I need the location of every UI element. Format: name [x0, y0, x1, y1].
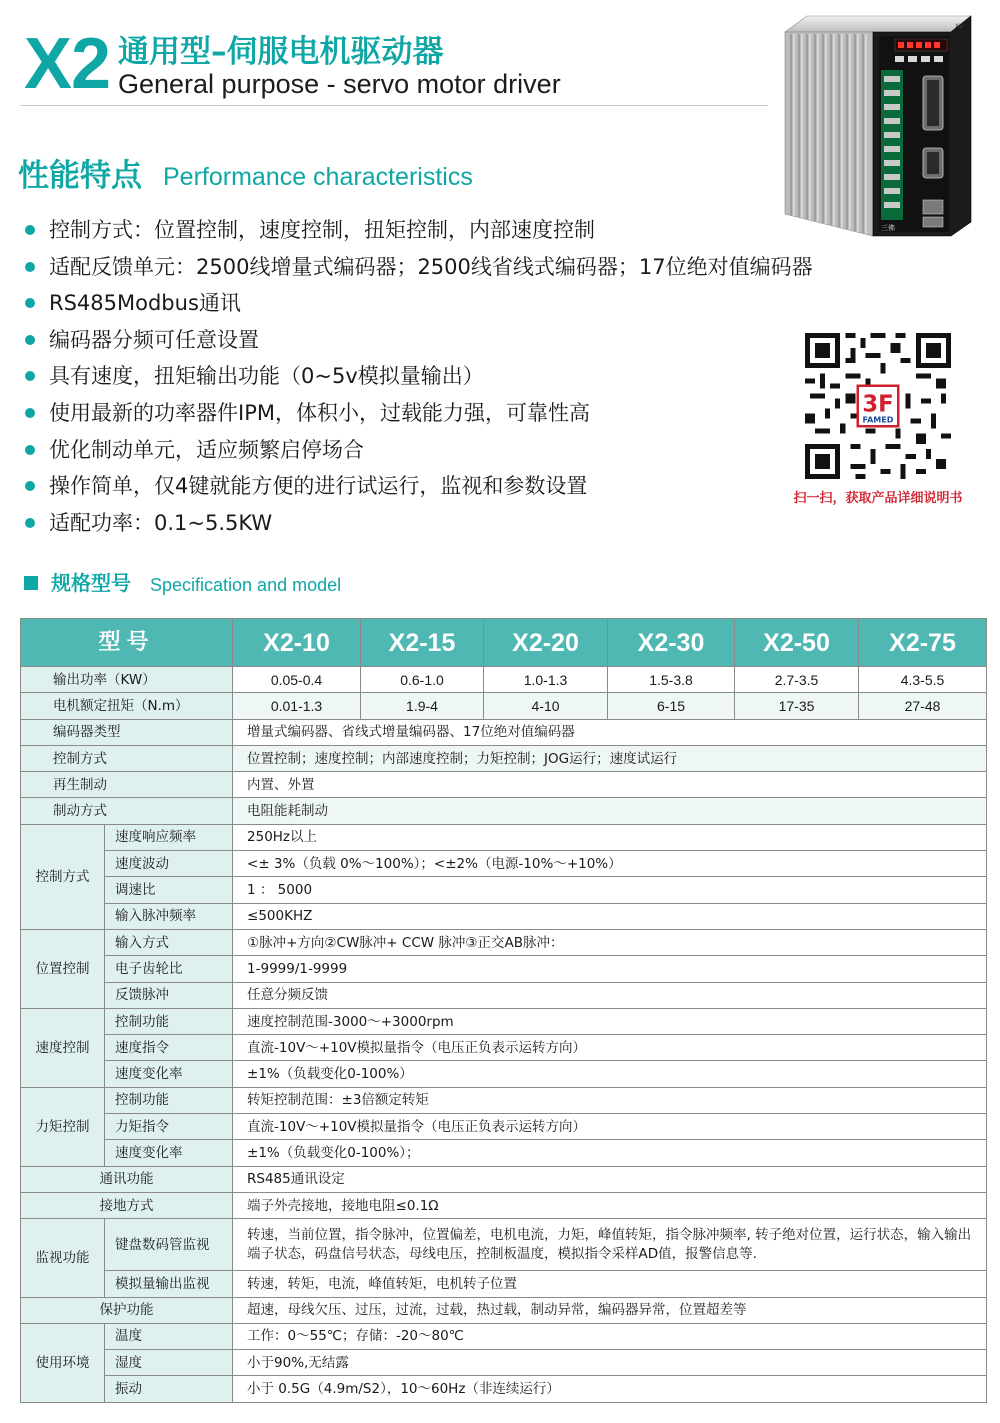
sub-label: 反馈脉冲 [105, 982, 233, 1008]
sub-label: 输入方式 [105, 929, 233, 955]
qr-logo-text: 3F [862, 391, 894, 418]
sub-label: 键盘数码管监视 [105, 1219, 233, 1271]
feature-item: 编码器分频可任意设置 [22, 322, 882, 359]
model-column-header: X2-50 [735, 619, 859, 667]
row-label: 输出功率（KW） [21, 667, 233, 693]
header-model-label: 型号 [21, 619, 233, 667]
table-row [21, 824, 987, 850]
product-title-en: General purpose - servo motor driver [118, 69, 561, 99]
table-row [21, 1297, 987, 1323]
row-value: 转速，转矩，电流，峰值转矩，电机转子位置 [233, 1271, 987, 1297]
feature-item: 使用最新的功率器件IPM，体积小，过载能力强，可靠性高 [22, 395, 882, 432]
row-value: ±1%（负载变化0-100%） [233, 1061, 987, 1087]
model-column-header: X2-15 [361, 619, 484, 667]
row-value: 1 ： 5000 [233, 877, 987, 903]
table-row [21, 1008, 987, 1034]
table-row [21, 982, 987, 1008]
display-model-label: X2 [955, 23, 963, 30]
bullet-icon [25, 371, 35, 381]
group-label: 速度控制 [21, 1008, 105, 1087]
table-row [21, 798, 987, 824]
feature-item: 优化制动单元，适应频繁启停场合 [22, 432, 882, 469]
group-label: 监视功能 [21, 1219, 105, 1297]
table-row [21, 1140, 987, 1166]
row-label: 再生制动 [21, 772, 233, 798]
bullet-icon [25, 225, 35, 235]
header-divider [20, 105, 768, 106]
row-value: 直流-10V～+10V模拟量指令（电压正负表示运转方向） [233, 1114, 987, 1140]
sub-label: 控制功能 [105, 1008, 233, 1034]
row-value: 小于 0.5G（4.9m/S2），10～60Hz（非连续运行） [233, 1376, 987, 1402]
sub-label: 输入脉冲频率 [105, 903, 233, 929]
table-row [21, 1323, 987, 1349]
feature-list [22, 212, 882, 541]
servo-driver-image [783, 14, 973, 238]
table-row [21, 719, 987, 745]
table-row [21, 1114, 987, 1140]
row-label: 电机额定扭矩（N.m） [21, 693, 233, 719]
feature-item: 控制方式：位置控制，速度控制，扭矩控制，内部速度控制 [22, 212, 882, 249]
table-row [21, 956, 987, 982]
table-row [21, 1192, 987, 1218]
table-row [21, 851, 987, 877]
row-value: 250Hz以上 [233, 824, 987, 850]
table-row [21, 772, 987, 798]
table-row [21, 1061, 987, 1087]
feature-item: RS485Modbus通讯 [22, 285, 882, 322]
group-label: 控制方式 [21, 824, 105, 929]
brand-label: 三佛 [881, 224, 895, 232]
qr-caption: 扫一扫，获取产品详细说明书 [793, 491, 963, 506]
row-value: 直流-10V～+10V模拟量指令（电压正负表示运转方向） [233, 1035, 987, 1061]
sub-label: 速度指令 [105, 1035, 233, 1061]
row-value: 速度控制范围-3000～+3000rpm [233, 1008, 987, 1034]
sub-label: 模拟量输出监视 [105, 1271, 233, 1297]
row-value: 1-9999/1-9999 [233, 956, 987, 982]
row-value: 超速，母线欠压、过压，过流，过载，热过载，制动异常，编码器异常，位置超差等 [233, 1297, 987, 1323]
model-column-header: X2-30 [608, 619, 735, 667]
bullet-icon [25, 298, 35, 308]
sub-label: 速度响应频率 [105, 824, 233, 850]
group-label: 位置控制 [21, 929, 105, 1008]
table-row [21, 1350, 987, 1376]
row-label: 制动方式 [21, 798, 233, 824]
product-title-cn: 通用型–伺服电机驱动器 [118, 34, 444, 70]
row-label: 接地方式 [21, 1192, 233, 1218]
group-label: 使用环境 [21, 1323, 105, 1402]
sub-label: 速度波动 [105, 851, 233, 877]
table-row [21, 903, 987, 929]
row-value: ±1%（负载变化0-100%）； [233, 1140, 987, 1166]
table-row [21, 1376, 987, 1402]
model-column-header: X2-20 [484, 619, 608, 667]
row-value: 端子外壳接地，接地电阻≤0.1Ω [233, 1192, 987, 1218]
row-value: <± 3%（负载 0%～100%）；<±2%（电源-10%～+10%） [233, 851, 987, 877]
model-column-header: X2-10 [233, 619, 361, 667]
bullet-icon [25, 408, 35, 418]
table-row: 电机额定扭矩（N.m） 0.01-1.3 1.9-4 4-10 6-15 17-35 27-48 [21, 693, 987, 719]
spec-heading-cn: 规格型号 [51, 571, 131, 595]
section-square-icon [24, 576, 38, 590]
row-value: 小于90%,无结露 [233, 1350, 987, 1376]
sub-label: 温度 [105, 1323, 233, 1349]
sub-label: 湿度 [105, 1350, 233, 1376]
feature-item: 操作简单，仅4键就能方便的进行试运行，监视和参数设置 [22, 468, 882, 505]
spec-table [20, 618, 987, 1403]
row-value: 位置控制；速度控制；内部速度控制；力矩控制；JOG运行；速度试运行 [233, 745, 987, 771]
spec-heading-en: Specification and model [150, 575, 342, 595]
sub-label: 速度变化率 [105, 1140, 233, 1166]
feature-item: 适配功率：0.1~5.5KW [22, 505, 882, 542]
table-row [21, 1035, 987, 1061]
feature-item: 具有速度，扭矩输出功能（0~5v模拟量输出） [22, 358, 882, 395]
row-value: 电阻能耗制动 [233, 798, 987, 824]
qr-code-icon[interactable] [805, 333, 951, 479]
table-row [21, 1166, 987, 1192]
row-value: 任意分频反馈 [233, 982, 987, 1008]
performance-heading-cn: 性能特点 [18, 158, 142, 194]
table-row: 输出功率（KW） 0.05-0.4 0.6-1.0 1.0-1.3 1.5-3.8 2.7-3.5 4.3-5.5 [21, 667, 987, 693]
row-value: 增量式编码器、省线式增量编码器、17位绝对值编码器 [233, 719, 987, 745]
sub-label: 力矩指令 [105, 1114, 233, 1140]
row-value: ≤500KHZ [233, 903, 987, 929]
sub-label: 振动 [105, 1376, 233, 1402]
row-value: 转矩控制范围：±3倍额定转矩 [233, 1087, 987, 1113]
row-value: ①脉冲+方向②CW脉冲+ CCW 脉冲③正交AB脉冲： [233, 929, 987, 955]
sub-label: 电子齿轮比 [105, 956, 233, 982]
table-row [21, 1087, 987, 1113]
feature-item: 适配反馈单元：2500线增量式编码器；2500线省线式编码器；17位绝对值编码器 [22, 249, 882, 286]
row-label: 控制方式 [21, 745, 233, 771]
sub-label: 速度变化率 [105, 1061, 233, 1087]
row-label: 保护功能 [21, 1297, 233, 1323]
model-column-header: X2-75 [859, 619, 987, 667]
table-row [21, 929, 987, 955]
row-value: 工作：0～55℃；存储：-20～80℃ [233, 1323, 987, 1349]
model-title: X2 [24, 24, 111, 104]
table-header-row [21, 619, 987, 667]
performance-heading-en: Performance characteristics [163, 163, 473, 191]
sub-label: 控制功能 [105, 1087, 233, 1113]
bullet-icon [25, 481, 35, 491]
row-value: 转速，当前位置，指令脉冲，位置偏差，电机电流，力矩，峰值转矩，指令脉冲频率, 转子绝对位置，运行状态，输入输出端子状态，码盘信号状态，母线电压，控制板温度，模拟指令采样AD值，报警信息等. [233, 1219, 987, 1271]
row-value: RS485通讯设定 [233, 1166, 987, 1192]
bullet-icon [25, 335, 35, 345]
table-row [21, 877, 987, 903]
group-label: 力矩控制 [21, 1087, 105, 1166]
bullet-icon [25, 445, 35, 455]
row-label: 通讯功能 [21, 1166, 233, 1192]
sub-label: 调速比 [105, 877, 233, 903]
table-row [21, 745, 987, 771]
table-row [21, 1271, 987, 1297]
qr-logo-subtext: FAMED [862, 415, 894, 425]
bullet-icon [25, 518, 35, 528]
table-row [21, 1219, 987, 1271]
row-label: 编码器类型 [21, 719, 233, 745]
bullet-icon [25, 262, 35, 272]
row-value: 内置、外置 [233, 772, 987, 798]
